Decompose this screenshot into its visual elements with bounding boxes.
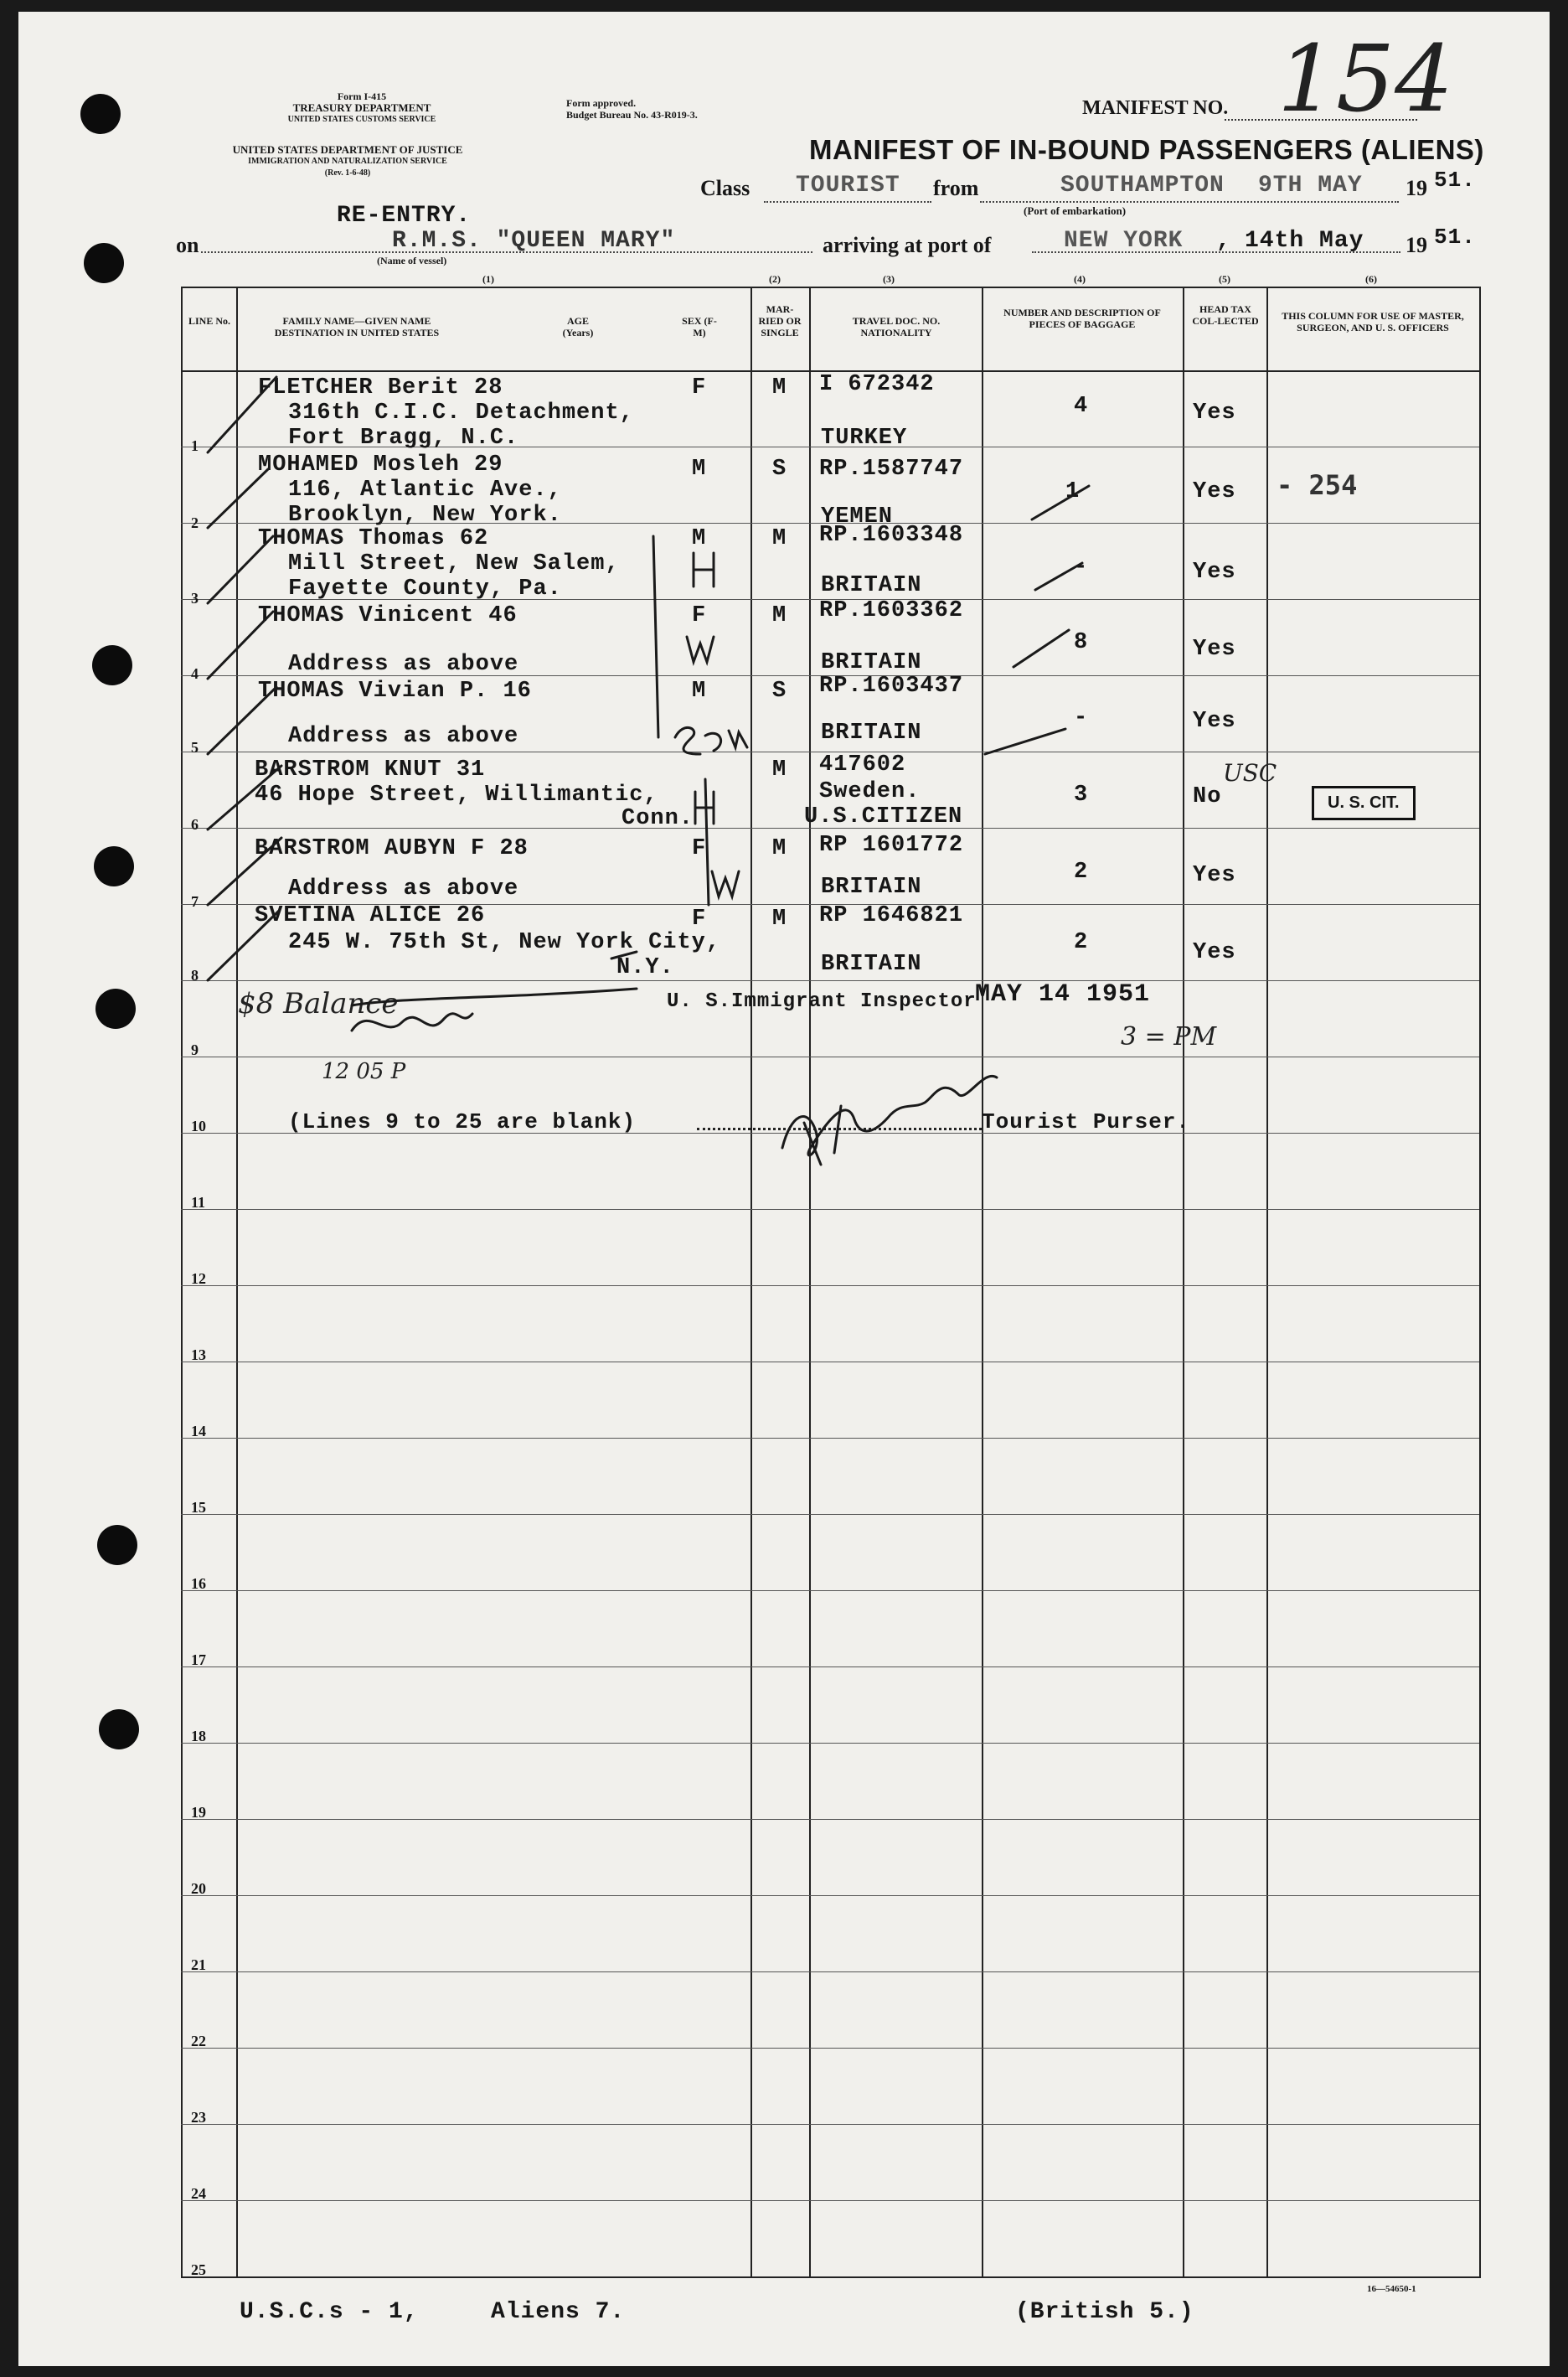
col-num-2: (2) xyxy=(769,273,781,285)
row8-sex: F xyxy=(692,907,707,932)
num-254: - 254 xyxy=(1277,469,1358,501)
line-number-13: 13 xyxy=(191,1346,206,1363)
budget-bureau: Budget Bureau No. 43-R019-3. xyxy=(566,109,698,121)
footer-aliens: Aliens 7. xyxy=(491,2299,626,2325)
row7-bag: 2 xyxy=(1074,860,1089,885)
row2-mar: S xyxy=(772,457,787,482)
baggage-tick xyxy=(1032,486,1089,519)
header-travel-doc: TRAVEL DOC. NO. NATIONALITY xyxy=(852,315,941,338)
row5-name: THOMAS Vivian P. 16 xyxy=(258,679,532,704)
treasury-label: TREASURY DEPARTMENT xyxy=(292,101,431,114)
row8-line: 8 xyxy=(191,967,199,984)
row5-addr: Address as above xyxy=(288,724,519,749)
row2-line: 2 xyxy=(191,514,199,531)
handwritten-w xyxy=(687,637,714,662)
baggage-tick xyxy=(1014,630,1069,667)
row2-tax: Yes xyxy=(1193,479,1236,504)
row4-nat: BRITAIN xyxy=(821,650,922,675)
row6-line: 6 xyxy=(191,816,199,833)
justice-label: UNITED STATES DEPARTMENT OF JUSTICE xyxy=(232,143,463,156)
row7-doc: RP 1601772 xyxy=(819,833,964,858)
bracket-line xyxy=(653,536,658,737)
footer-british: (British 5.) xyxy=(1015,2299,1194,2325)
header-baggage: NUMBER AND DESCRIPTION OF PIECES OF BAGGAGE xyxy=(1003,307,1161,330)
row3-name: THOMAS Thomas 62 xyxy=(258,526,489,551)
row8-bag: 2 xyxy=(1074,930,1089,955)
row7-name: BARSTROM AUBYN F 28 xyxy=(255,836,529,861)
signature-stroke xyxy=(352,1014,472,1031)
row7-mar: M xyxy=(772,836,787,861)
row4-sex: F xyxy=(692,603,707,628)
row2-nat: YEMEN xyxy=(821,504,894,530)
year-suffix-2: 51. xyxy=(1434,225,1476,250)
row1-tax: Yes xyxy=(1193,400,1236,426)
usc-handwritten: USC xyxy=(1223,759,1277,787)
col-num-5: (5) xyxy=(1219,273,1230,285)
ins-label: IMMIGRATION AND NATURALIZATION SERVICE xyxy=(248,157,447,166)
row8-nat: BRITAIN xyxy=(821,952,922,977)
col-num-1: (1) xyxy=(482,273,494,285)
handwritten-son xyxy=(675,727,747,754)
handwritten-w xyxy=(712,871,739,897)
row2-addr2: Brooklyn, New York. xyxy=(288,503,562,528)
row7-line: 7 xyxy=(191,893,199,910)
arriving-label: arriving at port of xyxy=(823,233,992,257)
check-mark xyxy=(208,687,276,754)
row6-doc: 417602 xyxy=(819,752,906,778)
row3-sex: M xyxy=(692,526,707,551)
row4-bag: 8 xyxy=(1074,630,1089,655)
row8-addr1: 245 W. 75th St, New York City, xyxy=(288,930,721,955)
manifest-number: 154 xyxy=(1277,25,1453,132)
line-number-15: 15 xyxy=(191,1499,206,1516)
row2-addr1: 116, Atlantic Ave., xyxy=(288,478,562,503)
purser-signature xyxy=(782,1076,997,1155)
col-num-6: (6) xyxy=(1365,273,1377,285)
dash xyxy=(611,952,637,959)
row4-tax: Yes xyxy=(1193,637,1236,662)
line-number-18: 18 xyxy=(191,1728,206,1744)
row1-addr1: 316th C.I.C. Detachment, xyxy=(288,400,634,426)
row3-line: 3 xyxy=(191,590,199,607)
header-officers: THIS COLUMN FOR USE OF MASTER, SURGEON, AND U. S. OFFICERS xyxy=(1282,310,1464,333)
row2-bag: 1 xyxy=(1065,479,1081,504)
line-number-14: 14 xyxy=(191,1423,206,1439)
footer-uscs: U.S.C.s - 1, xyxy=(240,2299,419,2325)
row3-tax: Yes xyxy=(1193,560,1236,585)
year-suffix-1: 51. xyxy=(1434,168,1476,193)
check-mark xyxy=(208,910,280,980)
row7-sex: F xyxy=(692,836,707,861)
handwritten-h xyxy=(695,792,714,824)
row3-nat: BRITAIN xyxy=(821,573,922,598)
row1-mar: M xyxy=(772,375,787,400)
year-prefix-1: 19 xyxy=(1406,176,1427,200)
header-head-tax: HEAD TAX COL-LECTED xyxy=(1192,303,1259,327)
row5-doc: RP.1603437 xyxy=(819,674,964,699)
form-approved: Form approved. xyxy=(566,97,637,109)
row8-addr2: N.Y. xyxy=(616,955,674,980)
on-label: on xyxy=(176,233,199,257)
inspector-label: U. S.Immigrant Inspector xyxy=(667,990,977,1013)
purser-label: Tourist Purser. xyxy=(982,1109,1191,1134)
header-line-no: LINE No. xyxy=(188,315,230,327)
line-number-19: 19 xyxy=(191,1804,206,1821)
row7-tax: Yes xyxy=(1193,863,1236,888)
class-value: TOURIST xyxy=(796,173,900,199)
us-cit-stamp: U. S. CIT. xyxy=(1312,786,1416,820)
row8-doc: RP 1646821 xyxy=(819,903,964,928)
line-number-22: 22 xyxy=(191,2033,206,2049)
line-number-10: 10 xyxy=(191,1118,206,1134)
baggage-tick xyxy=(985,729,1065,754)
manifest-title: MANIFEST OF IN-BOUND PASSENGERS (ALIENS) xyxy=(809,134,1484,165)
handwritten-h xyxy=(694,553,714,586)
row6-tax: No xyxy=(1193,784,1222,809)
row1-line: 1 xyxy=(191,437,199,454)
from-label: from xyxy=(933,176,979,200)
row5-line: 5 xyxy=(191,739,199,756)
line-number-16: 16 xyxy=(191,1575,206,1592)
row1-addr2: Fort Bragg, N.C. xyxy=(288,426,519,451)
class-label: Class xyxy=(700,176,750,200)
manifest-no-label: MANIFEST NO. xyxy=(1082,97,1229,119)
inspector-stamp-date: MAY 14 1951 xyxy=(975,980,1151,1009)
port-embark-label: (Port of embarkation) xyxy=(1024,204,1127,217)
row1-bag: 4 xyxy=(1074,394,1089,419)
header-age: AGE (Years) xyxy=(562,315,594,338)
baggage-tick xyxy=(1035,563,1082,590)
line-number-11: 11 xyxy=(191,1194,206,1211)
row6-name: BARSTROM KNUT 31 xyxy=(255,757,486,783)
line-number-25: 25 xyxy=(191,2261,206,2278)
row1-sex: F xyxy=(692,375,707,400)
row4-name: THOMAS Vinicent 46 xyxy=(258,603,518,628)
form-number: Form I-415 xyxy=(337,90,387,102)
customs-label: UNITED STATES CUSTOMS SERVICE xyxy=(287,115,436,124)
row6-addr2: Conn. xyxy=(622,806,694,831)
check-mark xyxy=(208,469,268,528)
arrive-port: NEW YORK xyxy=(1064,228,1184,254)
year-prefix-2: 19 xyxy=(1406,233,1427,257)
row5-tax: Yes xyxy=(1193,709,1236,734)
row3-bag: - xyxy=(1074,555,1089,580)
vessel-label: (Name of vessel) xyxy=(377,255,447,266)
row6-bag: 3 xyxy=(1074,783,1089,808)
row1-name: FLETCHER Berit 28 xyxy=(258,375,503,400)
line-number-12: 12 xyxy=(191,1270,206,1287)
row6-nat: Sweden. xyxy=(819,779,921,804)
row4-doc: RP.1603362 xyxy=(819,598,964,623)
row1-doc: I 672342 xyxy=(819,372,935,397)
row6-status: U.S.CITIZEN xyxy=(804,804,963,829)
check-mark xyxy=(208,612,273,679)
check-mark xyxy=(208,838,281,905)
rev-label: (Rev. 1-6-48) xyxy=(324,168,371,178)
row5-nat: BRITAIN xyxy=(821,721,922,746)
vessel-name: R.M.S. "QUEEN MARY" xyxy=(392,228,676,254)
line-number-20: 20 xyxy=(191,1880,206,1897)
row8-tax: Yes xyxy=(1193,940,1236,965)
row5-mar: S xyxy=(772,679,787,704)
row3-mar: M xyxy=(772,526,787,551)
row3-addr2: Fayette County, Pa. xyxy=(288,576,562,602)
row4-line: 4 xyxy=(191,665,199,682)
row8-name: SVETINA ALICE 26 xyxy=(255,903,486,928)
row4-addr: Address as above xyxy=(288,652,519,677)
row6-addr1: 46 Hope Street, Willimantic, xyxy=(255,783,658,808)
check-mark xyxy=(208,536,273,603)
check-mark xyxy=(208,377,276,452)
balance-note: $8 Balance xyxy=(238,987,399,1021)
reentry-label: RE-ENTRY. xyxy=(337,203,472,229)
row2-sex: M xyxy=(692,457,707,482)
check-mark xyxy=(208,766,281,829)
row4-mar: M xyxy=(772,603,787,628)
row5-sex: M xyxy=(692,679,707,704)
time-note-2: 12 05 P xyxy=(322,1059,406,1084)
from-value: SOUTHAMPTON xyxy=(1060,173,1225,199)
signature-stroke xyxy=(352,989,637,1005)
line-number-21: 21 xyxy=(191,1956,206,1973)
row7-addr: Address as above xyxy=(288,876,519,902)
arrive-date: 14th May xyxy=(1245,228,1364,254)
time-note: 3 = PM xyxy=(1121,1022,1217,1052)
row2-name: MOHAMED Mosleh 29 xyxy=(258,452,503,478)
row5-bag: - xyxy=(1074,705,1089,731)
row8-mar: M xyxy=(772,907,787,932)
from-date: 9TH MAY xyxy=(1258,173,1363,199)
row3-addr1: Mill Street, New Salem, xyxy=(288,551,620,576)
line-number-24: 24 xyxy=(191,2185,206,2202)
line-number-9: 9 xyxy=(191,1041,199,1058)
col-num-4: (4) xyxy=(1074,273,1086,285)
line-number-23: 23 xyxy=(191,2109,206,2126)
row1-nat: TURKEY xyxy=(821,426,908,451)
row6-mar: M xyxy=(772,757,787,783)
row7-nat: BRITAIN xyxy=(821,875,922,900)
bracket-line xyxy=(705,779,709,905)
header-married: MAR-RIED OR SINGLE xyxy=(758,303,802,338)
header-name: FAMILY NAME—GIVEN NAME DESTINATION IN UNITED STATES xyxy=(274,315,440,338)
col-num-3: (3) xyxy=(883,273,895,285)
arrive-comma: , xyxy=(1216,228,1231,254)
row3-doc: RP.1603348 xyxy=(819,523,964,548)
header-sex: SEX (F-M) xyxy=(682,315,717,338)
print-code: 16—54650-1 xyxy=(1367,2284,1416,2294)
line-number-17: 17 xyxy=(191,1651,206,1668)
blank-lines-note: (Lines 9 to 25 are blank) xyxy=(288,1109,637,1134)
row2-doc: RP.1587747 xyxy=(819,457,964,482)
